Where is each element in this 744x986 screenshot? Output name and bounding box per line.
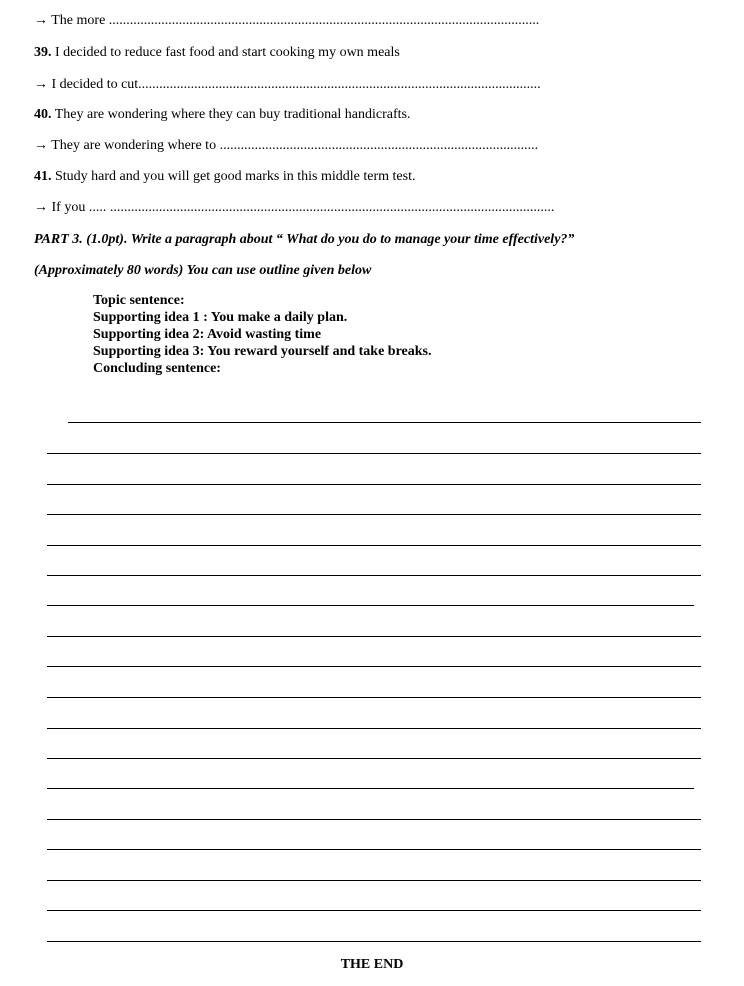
writing-line [47, 941, 701, 942]
question-text: They are wondering where they can buy traditional handicrafts. [51, 107, 411, 122]
writing-line [47, 605, 694, 606]
writing-line [47, 819, 701, 820]
outline-topic-sentence: Topic sentence: [93, 293, 185, 308]
writing-line [47, 666, 701, 667]
writing-line [47, 484, 701, 485]
outline-supporting-idea-3: Supporting idea 3: You reward yourself and take breaks. [93, 344, 432, 359]
answer-line-41 [34, 199, 554, 217]
writing-line [47, 728, 701, 729]
writing-line [47, 758, 701, 759]
writing-line [47, 697, 701, 698]
answer-line-text: → If you ..... ............................................................................................................................... [34, 200, 555, 215]
part3-instruction: (Approximately 80 words) You can use outline given below [34, 263, 372, 278]
question-40 [34, 106, 410, 124]
outline-supporting-idea-2: Supporting idea 2: Avoid wasting time [93, 327, 322, 342]
writing-line [47, 514, 701, 515]
writing-line [47, 910, 701, 911]
answer-line-39 [34, 76, 541, 94]
question-text: I decided to reduce fast food and start cooking my own meals [51, 45, 400, 60]
outline-supporting-idea-1: Supporting idea 1 : You make a daily plan. [93, 310, 348, 325]
writing-line [47, 880, 701, 881]
answer-line-text: → They are wondering where to ........................................................................................... [34, 138, 539, 153]
writing-line [47, 453, 701, 454]
question-number: 41. [34, 169, 52, 184]
question-41 [34, 168, 415, 186]
answer-line-text: → The more ........................................................................................................................... [34, 13, 540, 28]
part3-heading: PART 3. (1.0pt). Write a paragraph about “ What do you do to manage your time effectively?” [34, 232, 575, 247]
question-text: Study hard and you will get good marks in this middle term test. [51, 169, 416, 184]
question-39 [34, 44, 400, 62]
writing-line [68, 422, 701, 423]
question-number: 39. [34, 45, 52, 60]
answer-line-38 [34, 12, 539, 30]
writing-line [47, 545, 701, 546]
answer-line-40 [34, 137, 538, 155]
question-number: 40. [34, 107, 52, 122]
the-end-label: THE END [340, 957, 404, 972]
writing-line [47, 636, 701, 637]
writing-line [47, 575, 701, 576]
writing-line [47, 849, 701, 850]
outline-concluding-sentence: Concluding sentence: [93, 361, 221, 376]
answer-line-text: → I decided to cut................................................................................................................... [34, 77, 541, 92]
writing-line [47, 788, 694, 789]
